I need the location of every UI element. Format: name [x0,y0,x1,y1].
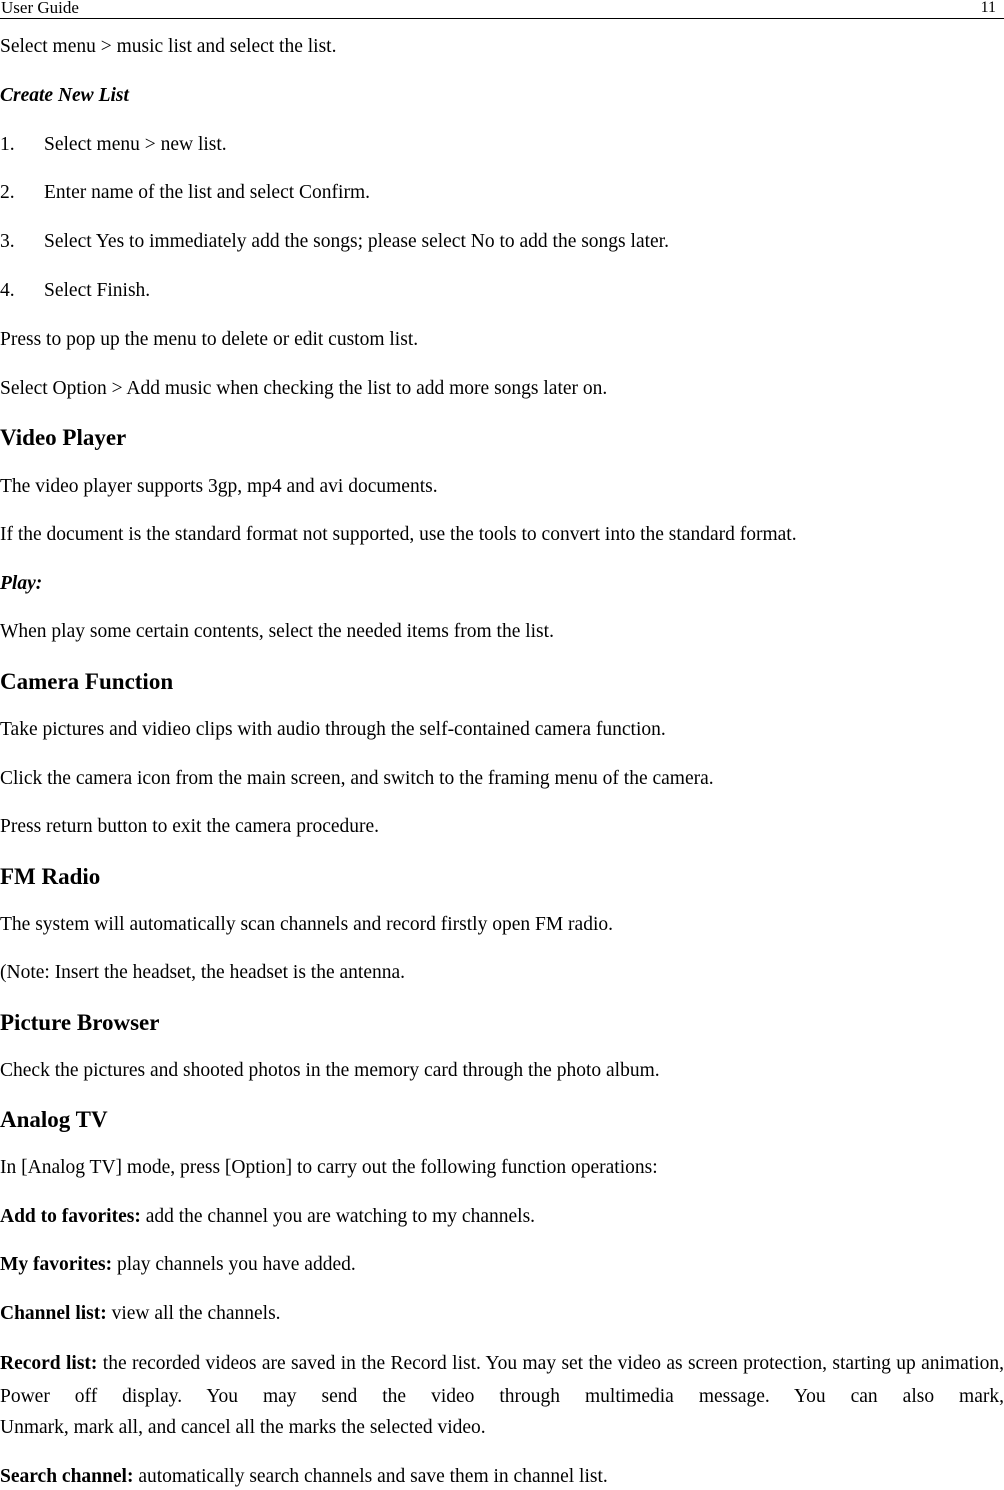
list-item [0,134,227,156]
definition-desc: automatically search channels and save them in channel list. [133,1466,608,1487]
paragraph-tv-intro: In [Analog TV] mode, press [Option] to carry out the following function operations: [0,1157,658,1178]
paragraph-record-list [0,1347,1004,1413]
definition-desc: add the channel you are watching to my channels. [140,1206,536,1227]
paragraph-video-convert: If the document is the standard format not supported, use the tools to convert into the standard format. [0,524,797,545]
paragraph-select-music: Select menu > music list and select the list. [0,36,337,57]
page-number: 11 [980,0,996,16]
paragraph-play: When play some certain contents, select the needed items from the list. [0,621,554,642]
heading-camera-function: Camera Function [0,669,174,694]
definition-term: Channel list: [0,1303,107,1324]
heading-video-player: Video Player [0,425,127,450]
list-number: 4. [0,280,15,301]
definition-term: Add to favorites: [0,1206,141,1227]
definition-item [0,1254,356,1276]
heading-analog-tv: Analog TV [0,1107,108,1132]
list-number: 2. [0,182,15,203]
definition-item [0,1466,608,1488]
definition-item [0,1206,535,1228]
heading-create-new-list: Create New List [0,85,129,106]
heading-fm-radio: FM Radio [0,864,101,889]
paragraph-camera-3: Press return button to exit the camera procedure. [0,816,380,837]
heading-picture-browser: Picture Browser [0,1010,160,1035]
paragraph-record-list-end: Unmark, mark all, and cancel all the marks the selected video. [0,1417,486,1438]
heading-play: Play: [0,573,43,594]
paragraph-fm-1: The system will automatically scan channels and record firstly open FM radio. [0,914,614,935]
page-header [0,0,1004,19]
paragraph-fm-2: (Note: Insert the headset, the headset is the antenna. [0,962,406,983]
definition-desc: the recorded videos are saved in the Record list. You may set the video as screen protection, starting up animation, Power off display. You may send the video through multimedia message. You can also mark, [0,1353,1004,1407]
definition-desc: play channels you have added. [112,1254,356,1275]
list-item [0,182,370,204]
list-text: Select Finish. [44,280,151,301]
list-item [0,280,150,302]
list-item [0,231,669,253]
paragraph-picture: Check the pictures and shooted photos in the memory card through the photo album. [0,1060,660,1081]
list-number: 1. [0,134,15,155]
definition-item [0,1303,281,1325]
paragraph-camera-2: Click the camera icon from the main screen, and switch to the framing menu of the camera. [0,768,714,789]
definition-term: Search channel: [0,1466,134,1487]
list-text: Select menu > new list. [44,134,227,155]
list-number: 3. [0,231,15,252]
definition-desc: view all the channels. [106,1303,281,1324]
paragraph-camera-1: Take pictures and vidieo clips with audio through the self-contained camera function. [0,719,666,740]
definition-term: Record list: [0,1353,98,1374]
paragraph-press-popup: Press to pop up the menu to delete or edit custom list. [0,329,419,350]
definition-term: My favorites: [0,1254,113,1275]
list-text: Enter name of the list and select Confirm. [44,182,370,203]
paragraph-video-supports: The video player supports 3gp, mp4 and avi documents. [0,476,438,497]
list-text: Select Yes to immediately add the songs; please select No to add the songs later. [44,231,669,252]
header-title: User Guide [1,0,79,17]
paragraph-select-option: Select Option > Add music when checking the list to add more songs later on. [0,378,608,399]
